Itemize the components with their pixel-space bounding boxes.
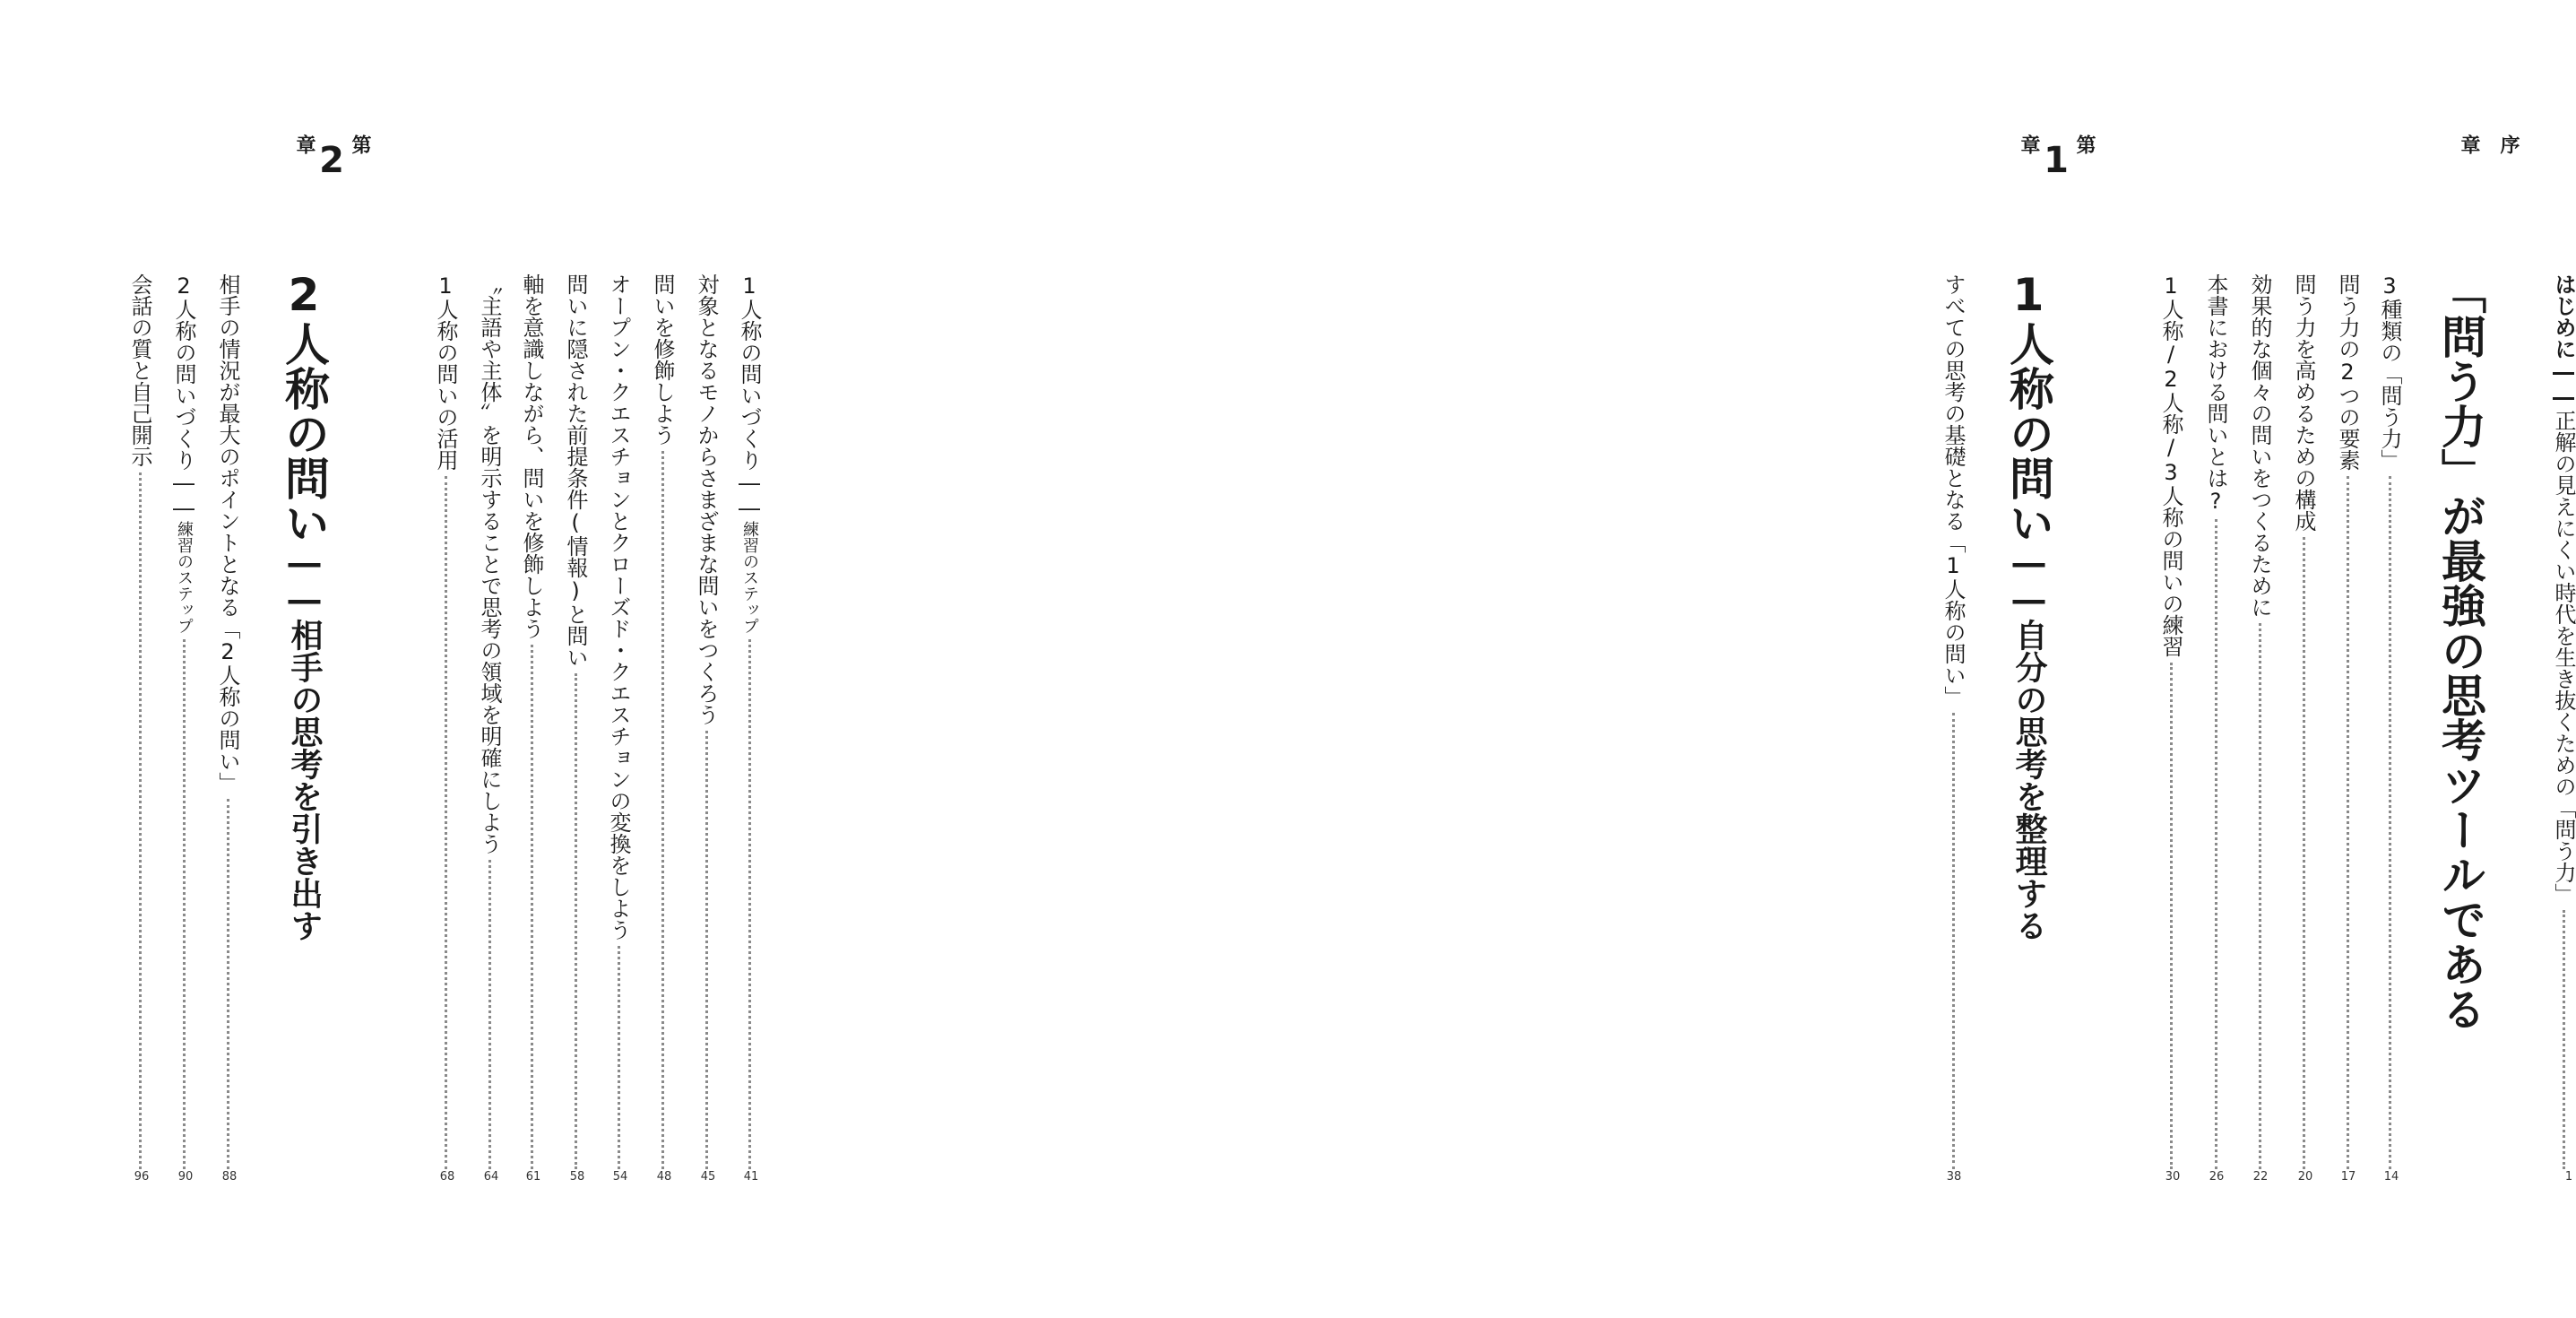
page-number: 54 — [612, 1170, 628, 1184]
dot-leader — [2303, 537, 2305, 1169]
toc-entry[interactable]: オープン・クエスチョンとクローズド・クエスチョンの変換をしよう — [608, 273, 629, 1175]
page-number: 38 — [1946, 1170, 1962, 1184]
dot-leader — [618, 946, 620, 1169]
toc-entry[interactable]: 問いを修飾しよう — [652, 273, 673, 1175]
dot-leader — [227, 799, 229, 1169]
dot-leader — [1952, 713, 1955, 1169]
page-number: 68 — [439, 1170, 455, 1184]
toc-entry[interactable]: 1人称の問いづくり――練習のステップ — [739, 273, 760, 1175]
dot-leader — [2170, 663, 2173, 1169]
page-number: 22 — [2252, 1170, 2269, 1184]
dot-leader — [705, 731, 708, 1169]
dot-leader — [488, 860, 491, 1169]
page-number: 17 — [2340, 1170, 2356, 1184]
dot-leader — [139, 473, 142, 1169]
prologue-title: 「問う力」が最強の思考ツールである — [2434, 269, 2486, 1031]
toc-entry[interactable]: 問う力の2つの要素 — [2337, 273, 2358, 1175]
toc-entry[interactable]: 効果的な個々の問いをつくるために — [2249, 273, 2270, 1175]
page-number: 61 — [525, 1170, 541, 1184]
toc-entry[interactable]: 問いに隠された前提条件(情報)と問い — [565, 273, 586, 1175]
dot-leader — [575, 673, 577, 1169]
intro-subtitle: 正解の見えにくい時代を生き抜くための「問う力」 — [2551, 410, 2576, 905]
toc-entry[interactable]: 相手の情況が最大のポイントとなる「2人称の問い」 — [217, 273, 238, 1175]
dot-leader — [2259, 623, 2261, 1169]
dot-leader — [2389, 476, 2391, 1169]
page-number: 45 — [700, 1170, 716, 1184]
toc-entry[interactable]: 1人称の問いの活用 — [435, 273, 456, 1175]
page-number: 48 — [656, 1170, 672, 1184]
page-number: 41 — [743, 1170, 759, 1184]
toc-entry[interactable]: 2人称の問いづくり――練習のステップ — [173, 273, 194, 1175]
chapter1-label: 第 1 章 — [2018, 134, 2096, 181]
toc-entry[interactable]: 3種類の「問う力」 — [2379, 273, 2400, 1175]
toc-entry[interactable]: 〝主語や主体〟を明示することで思考の領域を明確にしよう — [479, 273, 500, 1175]
dot-leader — [445, 476, 447, 1169]
toc-right-page — [896, 0, 2576, 1318]
toc-entry[interactable]: すべての思考の基礎となる「1人称の問い」 — [1942, 273, 1964, 1175]
toc-entry[interactable]: 会話の質と自己開示 — [129, 273, 151, 1175]
dot-leader — [2215, 519, 2217, 1169]
page-number: 1 — [2564, 1170, 2573, 1184]
prologue-label: 序 章 — [2458, 134, 2520, 154]
toc-entry[interactable]: 軸を意識しながら、問いを修飾しよう — [521, 273, 542, 1175]
toc-entry[interactable]: 対象となるモノからさまざまな問いをつくろう — [696, 273, 717, 1175]
chapter1-title: 1人称の問い――自分の思考を整理する — [2002, 269, 2054, 941]
page-number: 14 — [2383, 1170, 2399, 1184]
intro-dash: ―― — [2551, 360, 2576, 410]
page-number: 26 — [2209, 1170, 2225, 1184]
toc-entry[interactable]: 問う力を高めるための構成 — [2293, 273, 2314, 1175]
dot-leader — [2347, 476, 2349, 1169]
dot-leader — [748, 639, 751, 1169]
toc-left-page — [0, 0, 896, 1318]
intro-title: はじめに — [2551, 273, 2576, 360]
page-number: 20 — [2297, 1170, 2313, 1184]
page-number: 30 — [2165, 1170, 2181, 1184]
dot-leader — [2563, 910, 2565, 1169]
page-number: 58 — [569, 1170, 585, 1184]
toc-entry-intro[interactable] — [2553, 273, 2574, 1175]
dot-leader — [183, 639, 186, 1169]
toc-entry[interactable]: 1人称/2人称/3人称の問いの練習 — [2160, 273, 2182, 1175]
toc-entry[interactable]: 本書における問いとは? — [2205, 273, 2226, 1175]
page-number: 90 — [177, 1170, 194, 1184]
chapter2-label: 第 2 章 — [293, 134, 371, 181]
chapter2-title: 2人称の問い――相手の思考を引き出す — [278, 269, 330, 941]
page-number: 96 — [134, 1170, 150, 1184]
page-number: 88 — [221, 1170, 238, 1184]
dot-leader — [661, 451, 664, 1169]
dot-leader — [531, 645, 533, 1169]
page-number: 64 — [483, 1170, 499, 1184]
